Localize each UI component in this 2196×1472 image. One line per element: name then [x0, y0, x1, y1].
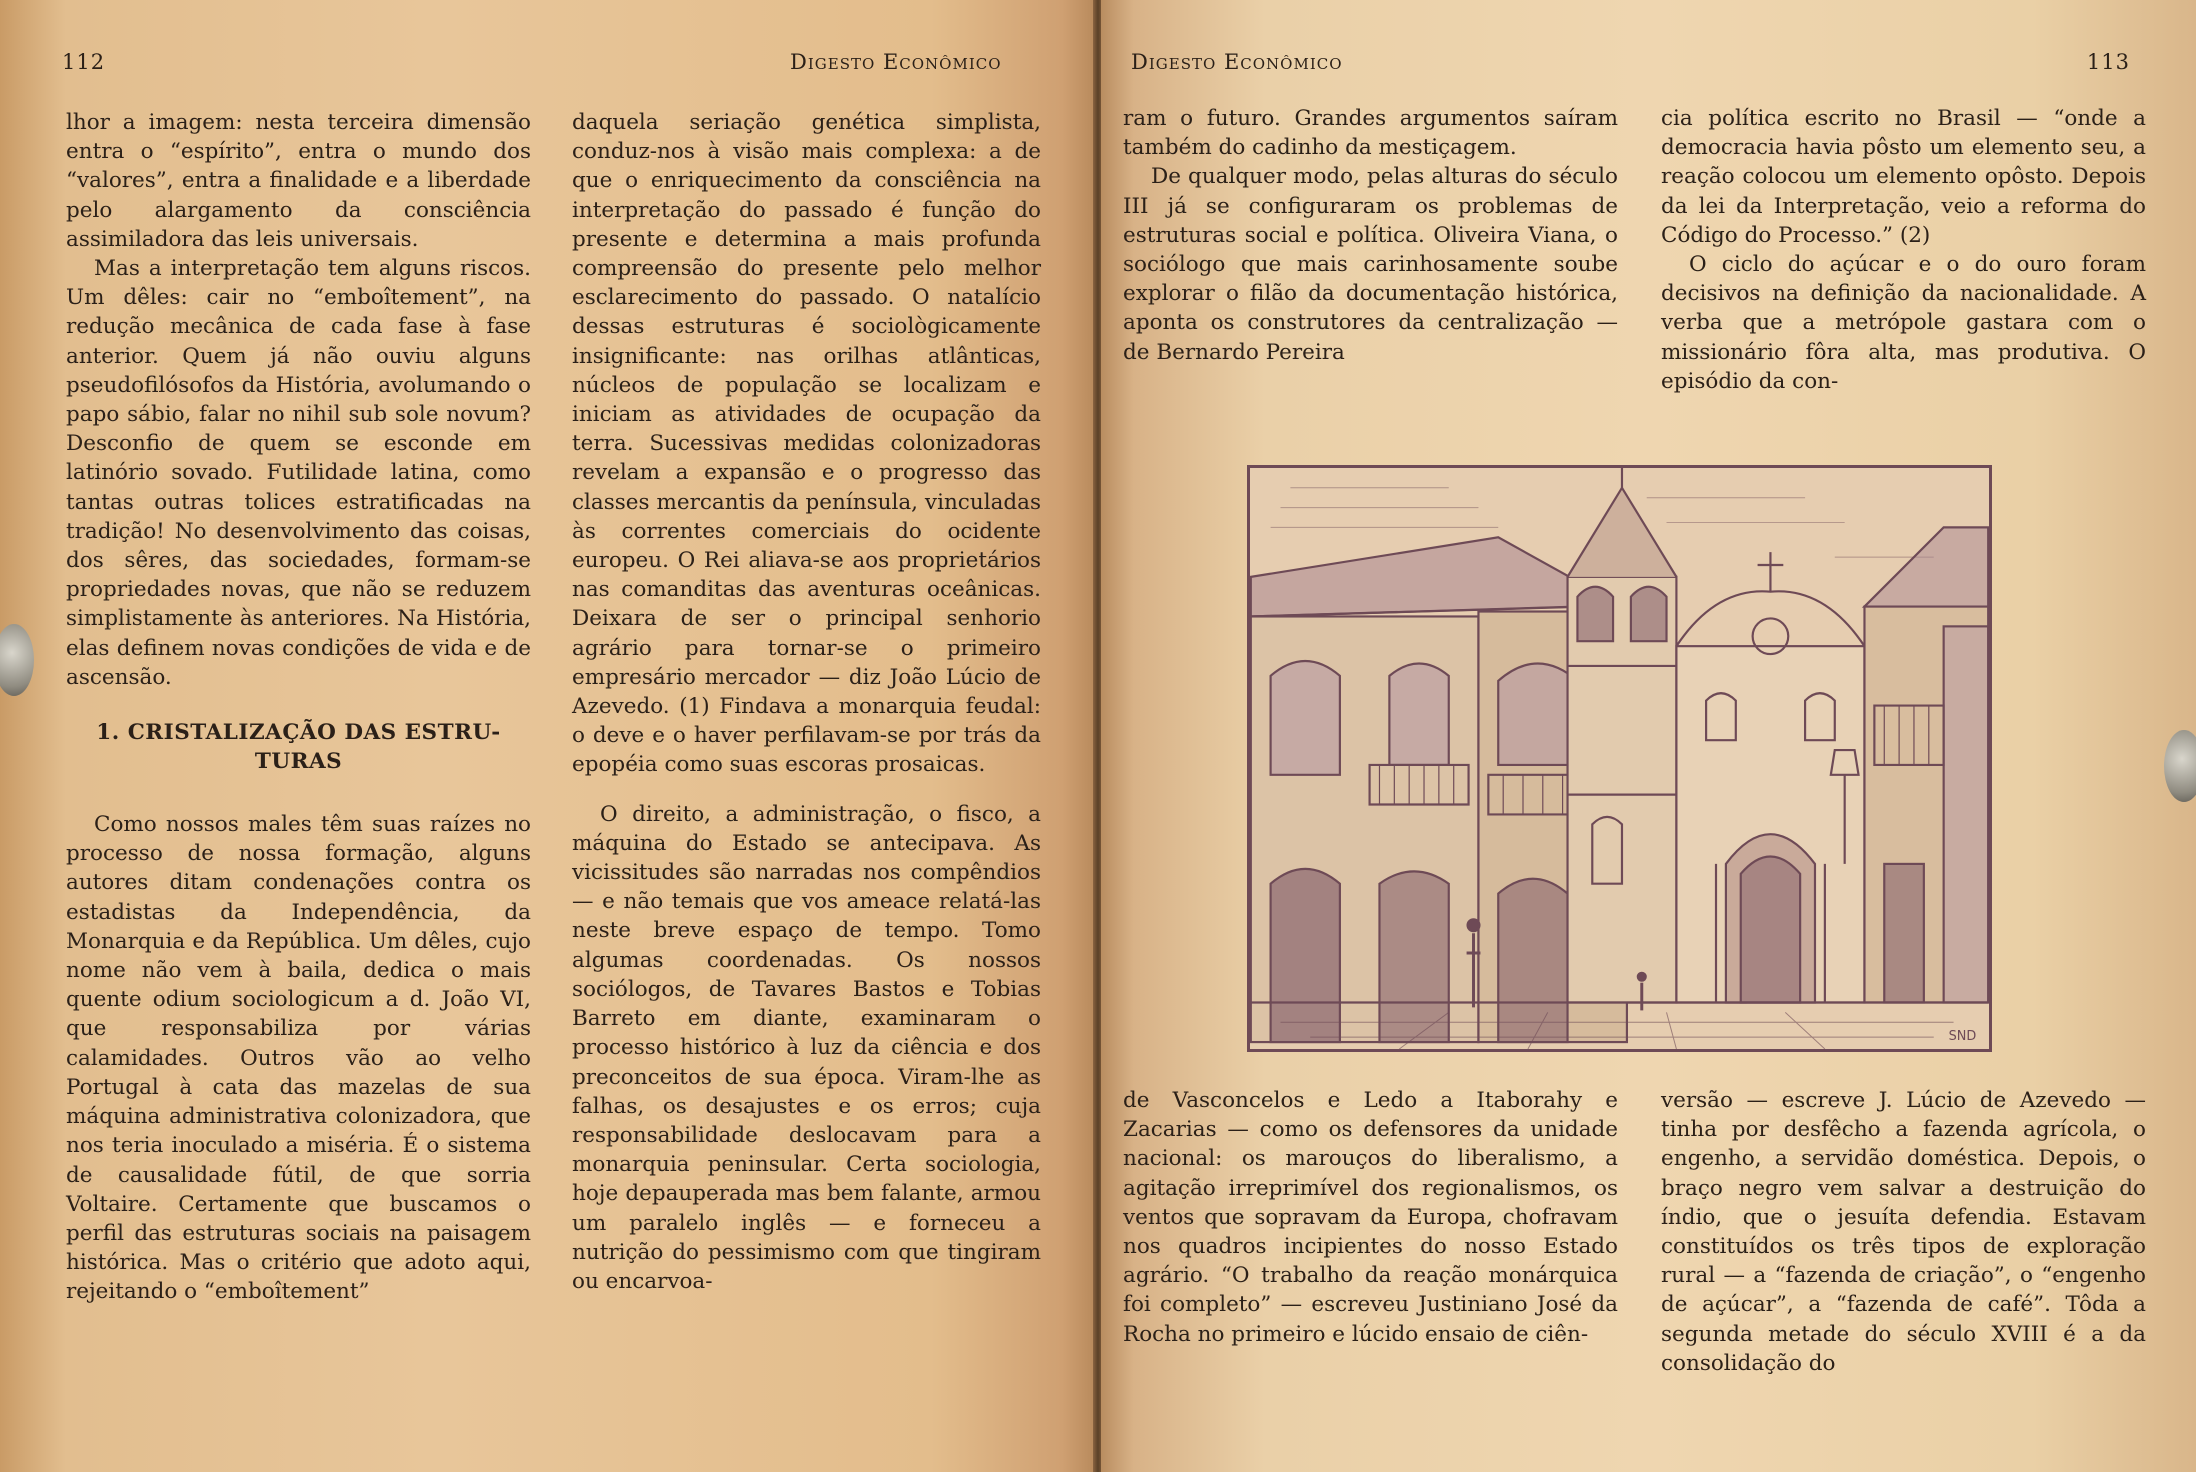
illustration-signature: SND — [1948, 1029, 1977, 1045]
paragraph: cia política escrito no Brasil — “onde a democracia havia pôsto um elemento seu, a reação colocou um elemento opôsto. Depois da lei da Interpretação, veio a reforma do Código do Processo.” (2) — [1661, 106, 2146, 248]
right-column-1-bottom — [1123, 1086, 1618, 1349]
paragraph: De qualquer modo, pelas alturas do século III já se configuraram os problemas de estruturas social e política. Oliveira Viana, o sociólogo que mais carinhosamente soube explorar o filão da documentação histórica, aponta os construtores da centralização — de Bernardo Pereira — [1123, 164, 1618, 365]
binding-rivet-right — [2164, 730, 2196, 802]
paragraph: daquela seriação genética simplista, conduz-nos à visão mais complexa: a de que o enriquecimento da consciência na interpretação do passado é função do presente e determina a mais profunda compreensão do presente pelo melhor esclarecimento do passado. O natalício dessas estruturas é sociològicamente insignificante: nas orilhas atlânticas, núcleos de população se localizam e iniciam as atividades de ocupação da terra. Sucessivas medidas colonizadoras revelam a expansão e o progresso das classes mercantis da península, vinculadas às correntes comerciais do ocidente europeu. O Rei aliava-se aos proprietários nas comanditas das aventuras oceânicas. Deixara de ser o principal senhorio agrário para tornar-se o primeiro empresário mercador — diz João Lúcio de Azevedo. (1) Findava a monarquia feudal: o deve e o haver perfilavam-se por trás da epopéia como suas escoras prosaicas. — [572, 110, 1041, 778]
running-head-left: Digesto Econômico — [790, 50, 1002, 74]
left-column-2 — [572, 108, 1041, 1296]
left-column-1 — [66, 108, 531, 1307]
section-heading — [66, 718, 531, 776]
paragraph: lhor a imagem: nesta terceira dimensão entra o “espírito”, entra o mundo dos “valores”, entra a finalidade e a liberdade pelo alargamento da consciência assimiladora das leis universais. — [66, 110, 531, 252]
page-number-right: 113 — [2086, 50, 2130, 74]
right-column-1-top — [1123, 104, 1618, 367]
paragraph: Mas a interpretação tem alguns riscos. Um dêles: cair no “emboîtement”, na redução mecânica de cada fase à fase anterior. Quem já não ouviu alguns pseudofilósofos da História, avolumando o papo sábio, falar no nihil sub sole novum? Desconfio de quem se esconde em latinório sovado. Futilidade latina, como tantas outras tolices estratificadas na tradição! No desenvolvimento das coisas, dos sêres, das sociedades, formam-se propriedades novas, que não se reduzem simplistamente às anteriores. Na História, elas definem novas condições de vida e de ascensão. — [66, 256, 531, 690]
church-illustration — [1247, 465, 1992, 1052]
page-number-left: 112 — [62, 50, 106, 74]
binding-rivet-left — [0, 624, 34, 696]
paragraph: de Vasconcelos e Ledo a Itaborahy e Zacarias — como os defensores da unidade nacional: os marouços do liberalismo, a agitação irreprimível dos regionalismos, os ventos que sopravam da Europa, chofravam nos quadros incipientes do nosso Estado agrário. “O trabalho da reação monárquica foi completo” — escreveu Justiniano José da Rocha no primeiro e lúcido ensaio de ciên- — [1123, 1088, 1618, 1347]
paragraph: O ciclo do açúcar e o do ouro foram decisivos na definição da nacionalidade. A verba que a metrópole gastara com o missionário fôra alta, mas produtiva. O episódio da con- — [1661, 252, 2146, 394]
right-column-2-bottom — [1661, 1086, 2146, 1378]
paragraph: ram o futuro. Grandes argumentos saíram também do cadinho da mestiçagem. — [1123, 106, 1618, 161]
section-heading-line: TURAS — [254, 749, 343, 775]
running-head-right: Digesto Econômico — [1131, 50, 1343, 74]
paragraph: O direito, a administração, o fisco, a máquina do Estado se antecipava. As vicissitudes são narradas nos compêndios — e não temais que vos ameace relatá-las neste breve espaço de tempo. Tomo algumas coordenadas. Os nossos sociólogos, de Tavares Bastos e Tobias Barreto em diante, examinaram o processo histórico à luz da ciência e dos preconceitos de sua época. Viram-lhe as falhas, os desajustes e os erros; cuja responsabilidade deslocavam para a monarquia peninsular. Certa sociologia, hoje depauperada mas bem falante, armou um paralelo inglês — e forneceu a nutrição do pessimismo com que tingiram ou encarvoa- — [572, 801, 1041, 1294]
section-heading-line: 1. CRISTALIZAÇÃO DAS ESTRU- — [96, 720, 501, 746]
left-page — [0, 0, 1095, 1472]
church-sketch — [1250, 468, 1989, 1049]
paragraph: versão — escreve J. Lúcio de Azevedo — tinha por desfêcho a fazenda agrícola, o engenho, a servidão doméstica. Depois, o braço negro vem salvar a destruição do índio, que o jesuíta defendia. Estavam constituídos os três tipos de exploração rural — a “fazenda de criação”, o “engenho de açúcar”, a “fazenda de café”. Tôda a segunda metade do século XVIII é a da consolidação do — [1661, 1088, 2146, 1376]
right-column-2-top — [1661, 104, 2146, 396]
paragraph: Como nossos males têm suas raízes no processo de nossa formação, alguns autores ditam condenações contra os estadistas da Independência, da Monarquia e da República. Um dêles, cujo nome não vem à baila, dedica o mais quente odium sociologicum a d. João VI, que responsabiliza por várias calamidades. Outros vão ao velho Portugal à cata das mazelas de sua máquina administrativa colonizadora, que nos teria inoculado a miséria. É o sistema de causalidade fútil, de que sorria Voltaire. Certamente que buscamos o perfil das estruturas sociais na paisagem histórica. Mas o critério que adoto aqui, rejeitando o “emboîtement” — [66, 812, 531, 1305]
